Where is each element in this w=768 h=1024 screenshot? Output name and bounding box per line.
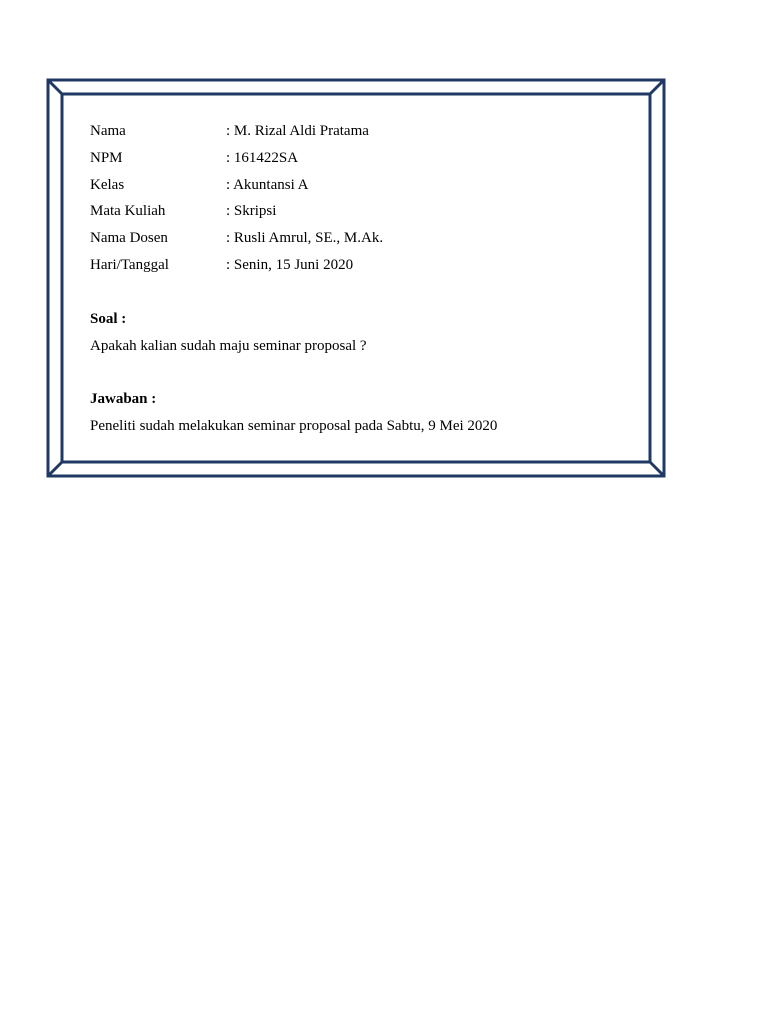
identity-row-hari-tanggal (90, 252, 630, 279)
identity-row-nama-dosen (90, 225, 630, 252)
identity-row-kelas (90, 172, 630, 199)
spacer (90, 359, 630, 386)
spacer (90, 279, 630, 306)
identity-row-mata-kuliah (90, 198, 630, 225)
identity-label: Mata Kuliah (90, 203, 166, 220)
identity-label: Kelas (90, 176, 125, 193)
identity-value: : Senin, 15 Juni 2020 (226, 256, 354, 273)
question-text: Apakah kalian sudah maju seminar proposal ? (90, 337, 367, 354)
answer-text: Peneliti sudah melakukan seminar proposal pada Sabtu, 9 Mei 2020 (90, 418, 498, 435)
question-heading: Soal : (90, 310, 127, 327)
identity-label: Hari/Tanggal (90, 256, 169, 273)
answer-heading: Jawaban : (90, 391, 157, 408)
identity-label: Nama Dosen (90, 230, 168, 247)
identity-value: : M. Rizal Aldi Pratama (226, 123, 369, 139)
frame-corner-tl (48, 80, 62, 94)
identity-value: : 161422SA (226, 149, 299, 166)
identity-row-npm (90, 145, 630, 172)
identity-label: NPM (90, 149, 123, 166)
identity-value: : Skripsi (226, 203, 277, 220)
identity-table (90, 118, 630, 279)
frame-corner-tr (650, 80, 664, 94)
frame-corner-br (650, 462, 664, 476)
frame-corner-bl (48, 462, 62, 476)
identity-label: Nama (90, 123, 126, 139)
identity-value: : Rusli Amrul, SE., M.Ak. (226, 230, 384, 247)
identity-value: : Akuntansi A (226, 176, 309, 193)
identity-row-nama (90, 118, 630, 145)
document-body (90, 118, 630, 440)
